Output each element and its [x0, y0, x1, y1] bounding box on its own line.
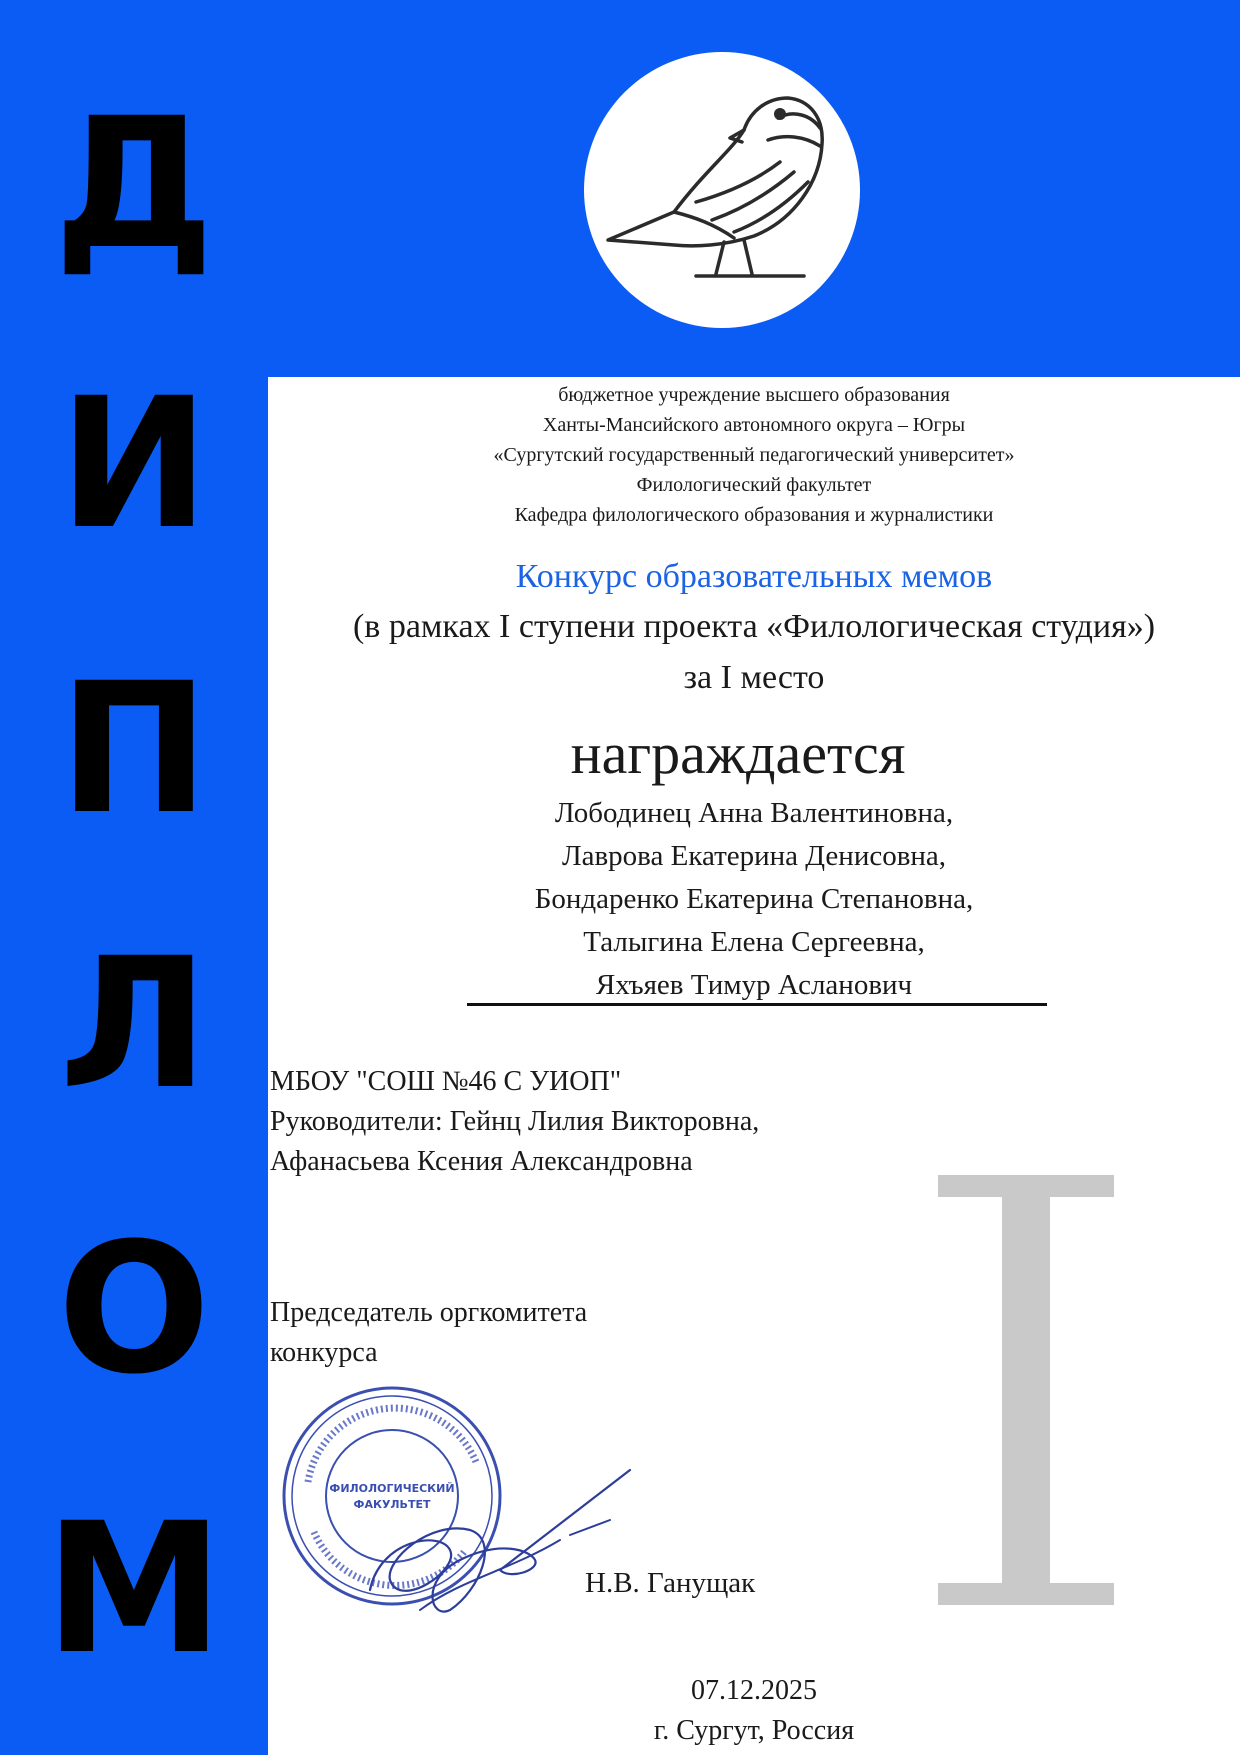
organization-line: Ханты-Мансийского автономного округа – Югры	[542, 414, 966, 436]
roman-numeral-one	[938, 1175, 1114, 1605]
bird-icon	[584, 52, 860, 328]
organization-line: Филологический факультет	[636, 474, 872, 496]
winners-underline	[467, 1003, 1047, 1006]
chair-title: конкурса	[270, 1337, 378, 1368]
winner-name: Лаврова Екатерина Денисовна,	[561, 840, 947, 872]
contest-subtitle: (в рамках I ступени проекта «Филологическая студия»)	[352, 608, 1156, 645]
signer-name: Н.В. Ганущак	[585, 1567, 756, 1599]
organization-line: Кафедра филологического образования и журналистики	[514, 504, 994, 526]
winner-name: Лободинец Анна Валентиновна,	[554, 797, 954, 829]
title-letter: Л	[59, 920, 209, 1129]
title-letter: Д	[53, 80, 215, 289]
stamp-label: ФИЛОЛОГИЧЕСКИЙ	[329, 1482, 455, 1495]
organization-line: бюджетное учреждение высшего образования	[558, 384, 950, 406]
title-letter: П	[58, 645, 210, 854]
awarded-heading: награждается	[570, 721, 906, 786]
title-letter: М	[44, 1485, 224, 1694]
contest-title: Конкурс образовательных мемов	[515, 558, 993, 595]
supervisors-line: Афанасьева Ксения Александровна	[270, 1146, 693, 1177]
title-letter: О	[57, 1205, 211, 1414]
organization-line: «Сургутский государственный педагогический университет»	[493, 444, 1015, 466]
school-name: МБОУ "СОШ №46 С УИОП"	[270, 1066, 622, 1097]
handwritten-signature	[360, 1460, 650, 1640]
winner-name: Яхъяев Тимур Асланович	[595, 969, 913, 1001]
issue-city: г. Сургут, Россия	[653, 1715, 855, 1746]
chair-title: Председатель оргкомитета	[270, 1297, 588, 1328]
place-line: за I место	[683, 659, 825, 696]
supervisors-line: Руководители: Гейнц Лилия Викторовна,	[270, 1106, 760, 1137]
winner-name: Талыгина Елена Сергеевна,	[583, 926, 925, 958]
svg-text:ФАКУЛЬТЕТ: ФАКУЛЬТЕТ	[353, 1498, 431, 1511]
logo-badge	[584, 52, 860, 328]
issue-date: 07.12.2025	[691, 1675, 817, 1706]
winner-name: Бондаренко Екатерина Степановна,	[534, 883, 974, 915]
title-letter: И	[58, 360, 210, 569]
winners-list	[268, 792, 1240, 1007]
organization-block	[268, 380, 1240, 530]
diploma-vertical-title	[0, 0, 268, 1755]
